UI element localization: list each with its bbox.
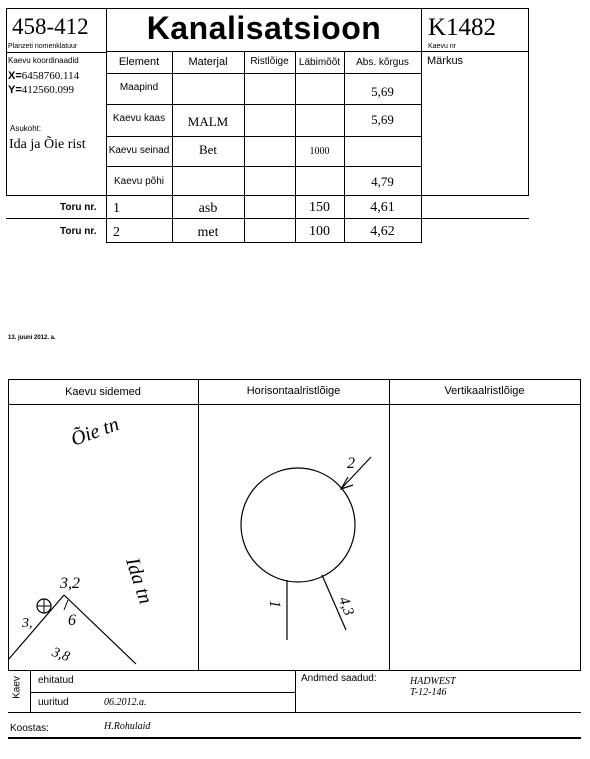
horizontal-section-drawing (198, 405, 389, 670)
sheet-number: 458-412 (12, 14, 89, 39)
pipe-korgus: 4,62 (370, 224, 395, 239)
pipe-korgus: 4,61 (370, 200, 395, 215)
coord-x-value: 6458760.114 (21, 70, 80, 82)
row-element: Kaevu kaas (112, 113, 166, 124)
panel-title-sidemed: Kaevu sidemed (65, 386, 141, 398)
footer-side-label: Kaev (11, 676, 23, 699)
coord-x (8, 70, 79, 82)
author-value: H.Rohulaid (104, 721, 151, 732)
row-element: Kaevu põhi (113, 176, 165, 187)
row-korgus: 5,69 (371, 84, 394, 99)
row-materjal: Bet (198, 142, 218, 157)
coordinates-label: Kaevu koordinaadid (8, 56, 79, 65)
coord-y-value: 412560.099 (21, 84, 75, 96)
pipe-materjal: met (197, 225, 219, 240)
date-label: 13. juuni 2012. a. (8, 335, 56, 341)
col-header-element: Element (118, 56, 160, 68)
dimension-3-8: 3,8 (49, 645, 72, 666)
pipe-mark-1: 1 (266, 600, 283, 608)
row-materjal: MALM (187, 114, 229, 129)
coord-y (8, 84, 74, 96)
row-labimoot: 1000 (309, 146, 330, 157)
pipe-labimoot: 100 (309, 224, 330, 239)
author-label: Koostas: (10, 723, 49, 734)
col-header-korgus: Abs. kõrgus (356, 57, 409, 68)
well-id-caption: Kaevu nr (428, 43, 457, 50)
data-from-value-2: T-12-146 (410, 687, 447, 698)
pipe-nr: 1 (113, 201, 120, 216)
dimension-3: 3, (22, 616, 33, 631)
page-title: Kanalisatsioon (146, 10, 382, 46)
data-from-value-1: HADWEST (410, 676, 456, 687)
dimension-6: 6 (68, 612, 76, 629)
road-corner-drawing (8, 580, 198, 670)
location-value: Ida ja Õie rist (9, 137, 86, 152)
pipe-nr: 2 (113, 225, 120, 240)
row-korgus: 4,79 (371, 174, 394, 189)
row-element: Kaevu seinad (108, 145, 170, 156)
surveyed-label: uuritud (38, 697, 69, 708)
surveyed-value: 06.2012.a. (104, 697, 147, 708)
col-header-ristloige: Ristlõige (250, 56, 289, 67)
pipe-labimoot: 150 (309, 200, 330, 215)
panel-title-vertikaal: Vertikaalristlõige (444, 385, 525, 397)
pipe-materjal: asb (198, 201, 218, 216)
street-label-oie: Õie tn (68, 413, 122, 451)
sheet-caption: Planzeti nomenklatuur (8, 43, 78, 50)
dimension-3-2: 3,2 (60, 575, 80, 592)
pipe-mark-4-3: 4,3 (335, 594, 357, 618)
pipe-mark-2: 2 (347, 455, 355, 472)
col-header-materjal: Materjal (188, 56, 228, 68)
location-label: Asukoht: (10, 124, 42, 133)
row-element: Maapind (119, 82, 159, 93)
row-korgus: 5,69 (371, 112, 394, 127)
panel-title-horisontaal: Horisontaalristlõige (246, 385, 341, 397)
built-label: ehitatud (38, 675, 74, 686)
coord-y-label: Y= (8, 84, 22, 96)
pipe-label: Toru nr. (60, 226, 97, 237)
well-id: K1482 (428, 14, 497, 41)
pipe-label: Toru nr. (60, 202, 97, 213)
col-header-labimoot: Läbimõõt (298, 57, 341, 68)
street-label-ida: Ida tn (121, 555, 157, 607)
coord-x-label: X= (8, 70, 22, 82)
col-header-markus: Märkus (427, 55, 464, 67)
data-from-label: Andmed saadud: (301, 673, 377, 684)
